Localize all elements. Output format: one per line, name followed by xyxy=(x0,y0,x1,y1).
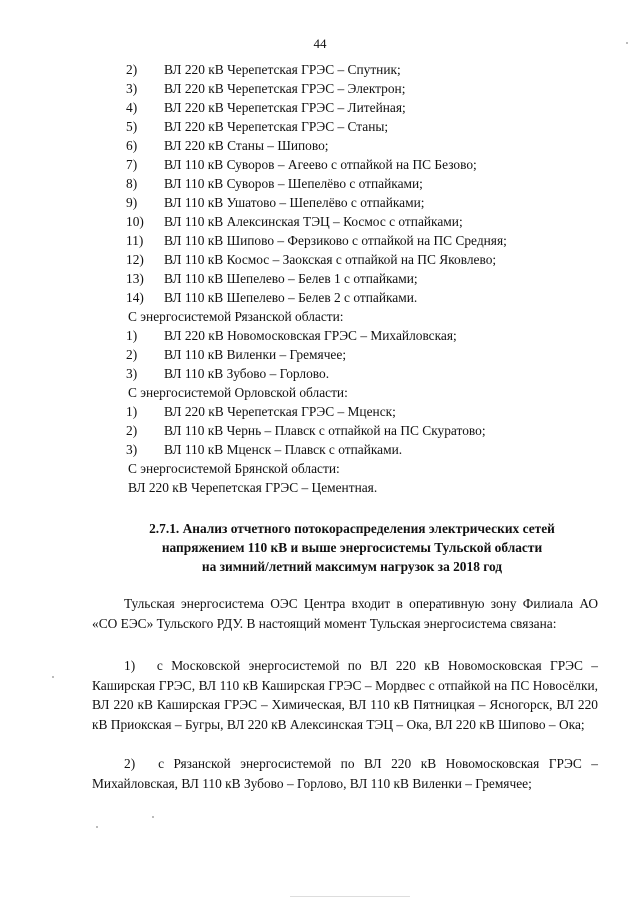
item-number: 8) xyxy=(126,176,138,191)
item-text: ВЛ 220 кВ Черепетская ГРЭС – Станы; xyxy=(164,119,389,134)
item-text: ВЛ 220 кВ Черепетская ГРЭС – Спутник; xyxy=(164,62,401,77)
item-text: ВЛ 220 кВ Черепетская ГРЭС – Литейная; xyxy=(164,100,406,115)
item-number: 14) xyxy=(126,290,144,305)
item-number: 2) xyxy=(126,423,138,438)
paragraph-item-1: 1) с Московской энергосистемой по ВЛ 220 кВ Новомосковская ГРЭС – Каширская ГРЭС, ВЛ 110 кВ Каширская ГРЭС – Мордвес с отпайкой на ПС Новосёлки, ВЛ 220 кВ Каширская ГРЭС – Химическая, ВЛ 110 кВ Пятницкая – Ясногорск, ВЛ 220 кВ Приокская – Бугры, ВЛ 220 кВ Алексинская ТЭЦ – Ока, ВЛ 220 кВ Шипово – Ока; xyxy=(92,658,598,732)
item-number: 2) xyxy=(126,347,138,362)
scan-speck xyxy=(152,816,154,818)
item-number: 10) xyxy=(126,214,144,229)
item-number: 7) xyxy=(126,157,138,172)
item-text: ВЛ 110 кВ Суворов – Агеево с отпайкой на ПС Безово; xyxy=(164,157,477,172)
item-text: ВЛ 220 кВ Черепетская ГРЭС – Электрон; xyxy=(164,81,406,96)
item-number: 3) xyxy=(126,442,138,457)
item-text: ВЛ 110 кВ Ушатово – Шепелёво с отпайками; xyxy=(164,195,425,210)
page-number: 44 xyxy=(313,36,327,51)
item-number: 1) xyxy=(126,404,138,419)
item-text: ВЛ 110 кВ Шепелево – Белев 1 с отпайками; xyxy=(164,271,418,286)
orel-header: С энергосистемой Орловской области: xyxy=(128,385,348,400)
paragraph-intro: Тульская энергосистема ОЭС Центра входит в оперативную зону Филиала АО «СО ЕЭС» Тульского РДУ. В настоящий момент Тульская энергосистема связана: xyxy=(92,596,598,631)
item-number: 4) xyxy=(126,100,138,115)
bryansk-header: С энергосистемой Брянской области: xyxy=(128,461,340,476)
item-text: ВЛ 220 кВ Новомосковская ГРЭС – Михайловская; xyxy=(164,328,457,343)
item-number: 2) xyxy=(126,62,138,77)
scan-speck xyxy=(52,676,54,678)
item-text: ВЛ 220 кВ Черепетская ГРЭС – Мценск; xyxy=(164,404,396,419)
item-number: 9) xyxy=(126,195,138,210)
section-heading-line: на зимний/летний максимум нагрузок за 2018 год xyxy=(201,559,503,574)
item-number: 13) xyxy=(126,271,144,286)
item-text: ВЛ 110 кВ Мценск – Плавск с отпайками. xyxy=(164,442,403,457)
bryansk-line: ВЛ 220 кВ Черепетская ГРЭС – Цементная. xyxy=(128,480,378,495)
item-text: ВЛ 110 кВ Суворов – Шепелёво с отпайками; xyxy=(164,176,423,191)
item-text: ВЛ 110 кВ Шепелево – Белев 2 с отпайками. xyxy=(164,290,418,305)
section-heading-line: 2.7.1. Анализ отчетного потокораспределения электрических сетей xyxy=(149,521,555,536)
item-number: 6) xyxy=(126,138,138,153)
scan-speck xyxy=(290,896,410,897)
scan-speck xyxy=(96,826,98,828)
item-text: ВЛ 110 кВ Зубово – Горлово. xyxy=(164,366,330,381)
ryazan-header: С энергосистемой Рязанской области: xyxy=(128,309,344,324)
item-text: ВЛ 110 кВ Чернь – Плавск с отпайкой на ПС Скуратово; xyxy=(164,423,486,438)
item-text: ВЛ 110 кВ Шипово – Ферзиково с отпайкой на ПС Средняя; xyxy=(164,233,507,248)
item-number: 11) xyxy=(126,233,144,248)
item-text: ВЛ 110 кВ Виленки – Гремячее; xyxy=(164,347,347,362)
item-number: 3) xyxy=(126,366,138,381)
item-text: ВЛ 220 кВ Станы – Шипово; xyxy=(164,138,329,153)
item-number: 3) xyxy=(126,81,138,96)
item-text: ВЛ 110 кВ Алексинская ТЭЦ – Космос с отпайками; xyxy=(164,214,463,229)
item-text: ВЛ 110 кВ Космос – Заокская с отпайкой на ПС Яковлево; xyxy=(164,252,497,267)
item-number: 5) xyxy=(126,119,138,134)
scan-speck xyxy=(626,42,628,44)
paragraph-item-2: 2) с Рязанской энергосистемой по ВЛ 220 кВ Новомосковская ГРЭС – Михайловская, ВЛ 110 кВ Зубово – Горлово, ВЛ 110 кВ Виленки – Гремячее; xyxy=(92,756,598,791)
item-number: 1) xyxy=(126,328,138,343)
item-number: 12) xyxy=(126,252,144,267)
section-heading-line: напряжением 110 кВ и выше энергосистемы Тульской области xyxy=(161,540,543,555)
